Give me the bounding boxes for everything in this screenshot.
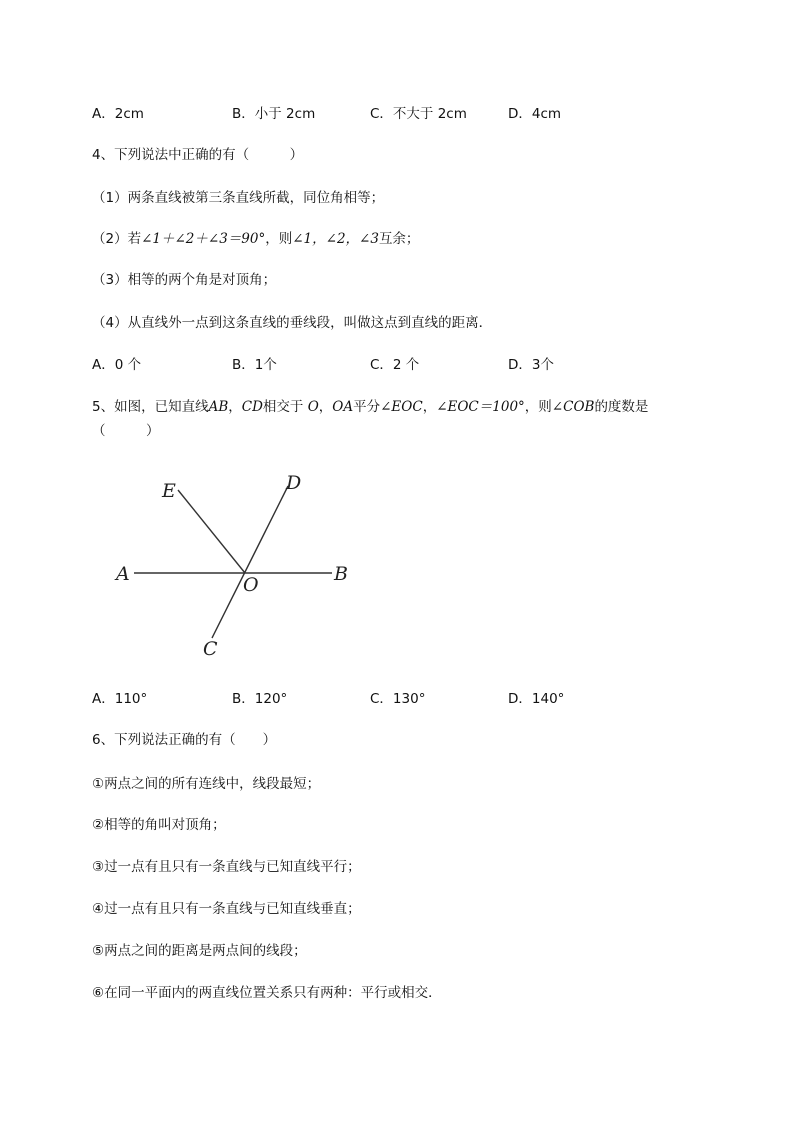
q3-option-a: A．2cm <box>92 106 144 122</box>
q4-option-d: D．3个 <box>508 357 554 373</box>
q4-statement-2 <box>92 227 419 247</box>
q4-s2-suffix: 互余； <box>378 231 420 247</box>
q5-answer-paren: （ ） <box>92 423 160 439</box>
q6-statement-2: ②相等的角叫对顶角； <box>92 817 226 833</box>
q5-stem-b: 相交于 <box>262 399 308 415</box>
q5-option-b: B．120° <box>232 691 288 707</box>
q3-options <box>92 102 652 120</box>
q5-ray-oa: OA <box>332 399 354 415</box>
q5-figure <box>100 460 370 670</box>
q5-point-o: O <box>307 399 319 415</box>
q4-s2-angles: ∠1，∠2，∠3 <box>292 231 379 247</box>
q3-option-d: D．4cm <box>508 106 562 122</box>
q4-s2-equation: ∠1＋∠2＋∠3＝90° <box>141 231 266 247</box>
q4-option-b: B．1个 <box>232 357 277 373</box>
q5-stem-d: ，则 <box>524 399 552 415</box>
q4-statement-4: （4）从直线外一点到这条直线的垂线段，叫做这点到直线的距离． <box>92 315 493 331</box>
q5-option-c: C．130° <box>370 691 426 707</box>
q5-angle-eoc: ∠EOC <box>380 399 423 415</box>
q5-angle-cob: ∠COB <box>551 399 595 415</box>
q3-option-c: C．不大于 2cm <box>370 106 467 122</box>
q5-line-ab: AB <box>208 399 229 415</box>
ray-oe <box>178 490 245 573</box>
q6-statement-1: ①两点之间的所有连线中，线段最短； <box>92 776 321 792</box>
q4-s2-then: ，则 <box>265 231 293 247</box>
q3-option-b: B．小于 2cm <box>232 106 316 122</box>
line-cd <box>212 486 288 638</box>
label-c: C <box>203 638 218 660</box>
q5-comma-3: ， <box>422 399 437 415</box>
q5-comma-2: ， <box>318 399 333 415</box>
label-a: A <box>116 563 130 585</box>
q6-stem: 6、下列说法正确的有（ ） <box>92 732 277 748</box>
q4-statement-1: （1）两条直线被第三条直线所截，同位角相等； <box>92 190 385 206</box>
q6-statement-5: ⑤两点之间的距离是两点间的线段； <box>92 943 307 959</box>
label-d: D <box>286 472 302 494</box>
q5-stem-e: 的度数是 <box>594 399 649 415</box>
q4-s2-prefix: （2）若 <box>92 231 142 247</box>
q4-stem: 4、下列说法中正确的有（ ） <box>92 147 304 163</box>
q5-option-a: A．110° <box>92 691 148 707</box>
q5-stem <box>92 395 648 415</box>
label-b: B <box>334 563 348 585</box>
q4-option-c: C．2 个 <box>370 357 420 373</box>
q4-statement-3: （3）相等的两个角是对顶角； <box>92 272 277 288</box>
q5-comma-1: ， <box>228 399 242 415</box>
q4-options <box>92 353 652 371</box>
label-o: O <box>243 574 259 596</box>
q5-option-d: D．140° <box>508 691 565 707</box>
q6-statement-3: ③过一点有且只有一条直线与已知直线平行； <box>92 859 361 875</box>
q4-option-a: A．0 个 <box>92 357 142 373</box>
q5-stem-a: 5、如图，已知直线 <box>92 399 209 415</box>
q5-options <box>92 687 652 705</box>
q6-statement-6: ⑥在同一平面内的两直线位置关系只有两种：平行或相交． <box>92 985 442 1001</box>
label-e: E <box>162 480 176 502</box>
q5-line-cd: CD <box>241 399 263 415</box>
q5-angle-eoc-value: ∠EOC＝100° <box>436 399 525 415</box>
q6-statement-4: ④过一点有且只有一条直线与已知直线垂直； <box>92 901 361 917</box>
q5-stem-c: 平分 <box>353 399 381 415</box>
